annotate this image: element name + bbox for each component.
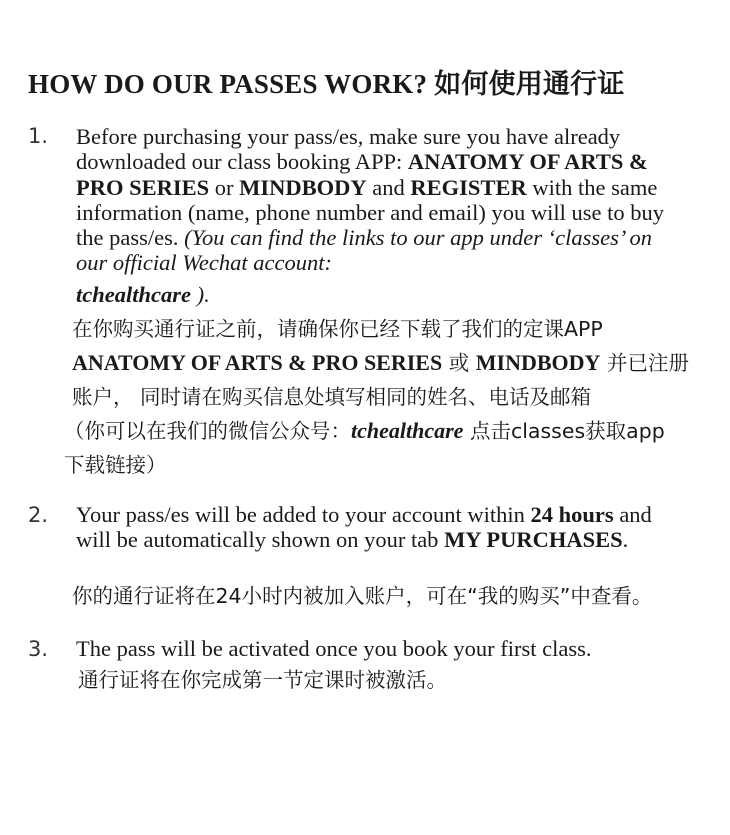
item-1-zh-app-name-1: ANATOMY OF ARTS & PRO SERIES bbox=[72, 350, 443, 375]
item-1-zh-note-2: 点击classes获取app下载链接） bbox=[64, 419, 665, 477]
item-1-en-register: REGISTER bbox=[410, 174, 527, 200]
item-2-en-text-1: Your pass/es will be added to your account within bbox=[76, 502, 531, 527]
item-1-english-note-end bbox=[76, 282, 686, 307]
item-2-number: 2. bbox=[28, 503, 49, 527]
item-1-en-text-3: and bbox=[366, 174, 411, 200]
item-2-en-text-3: . bbox=[622, 527, 629, 553]
item-1-en-note-close: ). bbox=[190, 282, 210, 307]
item-3-chinese-text: 通行证将在你完成第一节定课时被激活。 bbox=[78, 668, 447, 692]
item-2-chinese-text: 你的通行证将在24小时内被加入账户，可在“我的购买”中查看。 bbox=[72, 584, 653, 608]
item-1-chinese-text bbox=[72, 312, 702, 414]
item-2-en-text-2: and will be automatically shown on your tab bbox=[76, 502, 652, 553]
item-1-zh-app-name-2: MINDBODY bbox=[475, 350, 601, 375]
item-1-zh-wechat-account: tchealthcare bbox=[351, 418, 464, 443]
item-2-english-text bbox=[76, 502, 686, 553]
item-1-zh-note-1: （你可以在我们的微信公众号： bbox=[64, 419, 351, 443]
item-3-english-text: The pass will be activated once you book your first class. bbox=[76, 636, 592, 661]
item-1-en-text-4: with the same information (name, phone number and email) you will use to buy the pass/es. bbox=[76, 174, 664, 251]
item-2-en-tab-name: MY PURCHASES bbox=[444, 527, 623, 553]
item-1-chinese-note bbox=[64, 414, 674, 482]
item-1-en-text-1: Before purchasing your pass/es, make sure you have already downloaded our class booking APP: bbox=[76, 124, 621, 175]
item-1-number: 1. bbox=[28, 124, 49, 148]
item-1-en-app-name-1: ANATOMY OF ARTS & PRO SERIES bbox=[76, 149, 648, 200]
page-title: HOW DO OUR PASSES WORK? 如何使用通行证 bbox=[28, 69, 625, 99]
item-2-en-hours: 24 hours bbox=[530, 502, 614, 527]
item-1-zh-text-1: 在你购买通行证之前，请确保你已经下载了我们的定课APP bbox=[72, 317, 603, 341]
item-3-number: 3. bbox=[28, 637, 49, 661]
item-1-zh-text-2: 或 bbox=[442, 351, 476, 375]
item-1-zh-text-3: 并已注册账户， 同时请在购买信息处填写相同的姓名、电话及邮箱 bbox=[72, 351, 689, 409]
item-1-en-note: (You can find the links to our app under ‘classes’ on our official Wechat account: bbox=[76, 225, 653, 276]
item-1-en-text-2: or bbox=[209, 174, 240, 200]
item-1-en-wechat-account: tchealthcare bbox=[76, 282, 191, 307]
item-1-english-text bbox=[76, 124, 686, 276]
item-1-en-app-name-2: MINDBODY bbox=[239, 174, 367, 200]
